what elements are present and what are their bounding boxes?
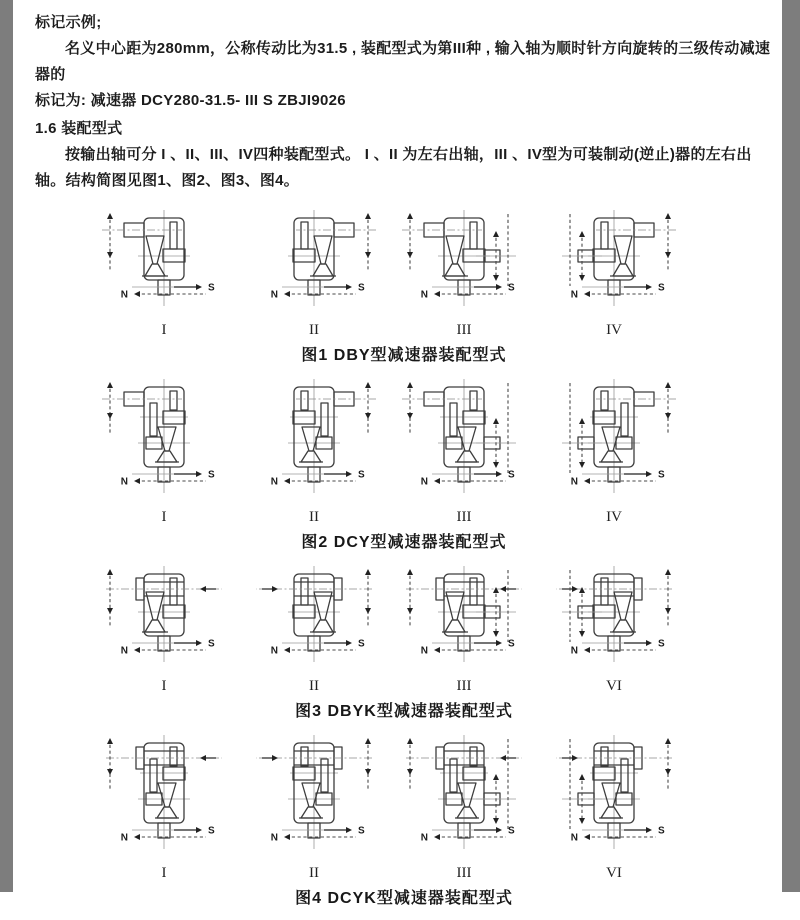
assembly-variant-label: III — [456, 865, 472, 881]
svg-text:S: S — [658, 825, 665, 837]
diagram-row — [35, 208, 743, 340]
svg-text:N: N — [420, 645, 428, 657]
assembly-variant-label: III — [456, 678, 472, 694]
svg-text:S: S — [208, 825, 215, 837]
reducer-schematic — [244, 733, 384, 865]
assembly-variant-label: II — [309, 865, 319, 881]
figure-caption: 图1 DBY型减速器装配型式 — [301, 347, 507, 364]
reducer-schematic — [244, 377, 384, 509]
reducer-schematic — [544, 377, 684, 509]
reducer-diagram-DBYK-variant — [94, 564, 234, 696]
assembly-variant-label: I — [161, 865, 167, 881]
example-body-line2: 标记为: 减速器 DCY280-31.5- III S ZBJI9026 — [35, 92, 346, 109]
svg-text:N: N — [570, 289, 578, 301]
svg-text:S: S — [358, 825, 365, 837]
figure-block-DBY — [35, 208, 773, 365]
svg-text:N: N — [570, 832, 578, 844]
reducer-diagram-DBY-variant — [544, 208, 684, 340]
reducer-schematic — [394, 208, 534, 322]
example-body-line1: 名义中心距为280mm，公称传动比为31.5 , 装配型式为第III种 , 输入轴为顺时针方向旋转的三级传动减速器的 — [35, 40, 771, 83]
page-left-scan-edge — [0, 0, 13, 892]
svg-text:N: N — [270, 832, 278, 844]
figure-block-DCY — [35, 377, 773, 552]
svg-text:N: N — [120, 645, 128, 657]
reducer-diagram-DCY-variant — [244, 377, 384, 527]
reducer-schematic — [94, 208, 234, 322]
figure-caption: 图4 DCYK型减速器装配型式 — [295, 890, 513, 907]
svg-text:N: N — [270, 289, 278, 301]
example-heading: 标记示例; — [35, 14, 102, 31]
svg-text:S: S — [358, 469, 365, 481]
svg-text:N: N — [570, 476, 578, 488]
assembly-variant-label: VI — [606, 678, 622, 694]
page-content — [35, 10, 773, 920]
page-right-scan-edge — [782, 0, 800, 892]
svg-text:N: N — [270, 476, 278, 488]
svg-text:S: S — [358, 638, 365, 650]
reducer-schematic — [94, 377, 234, 509]
svg-text:S: S — [508, 282, 515, 294]
svg-text:S: S — [208, 638, 215, 650]
reducer-diagram-DBYK-variant — [544, 564, 684, 696]
figure-caption: 图3 DBYK型减速器装配型式 — [295, 703, 513, 720]
reducer-schematic — [544, 208, 684, 322]
assembly-variant-label: IV — [606, 322, 622, 338]
reducer-schematic — [394, 733, 534, 865]
reducer-schematic — [544, 564, 684, 678]
svg-text:N: N — [120, 832, 128, 844]
reducer-schematic — [94, 733, 234, 865]
svg-text:S: S — [658, 638, 665, 650]
reducer-diagram-DCYK-variant — [94, 733, 234, 883]
figure-block-DBYK — [35, 564, 773, 721]
svg-text:N: N — [120, 289, 128, 301]
assembly-variant-label: I — [161, 678, 167, 694]
svg-text:S: S — [508, 638, 515, 650]
reducer-diagram-DBYK-variant — [394, 564, 534, 696]
reducer-diagram-DCY-variant — [544, 377, 684, 527]
reducer-schematic — [244, 564, 384, 678]
reducer-diagram-DCYK-variant — [544, 733, 684, 883]
reducer-diagram-DCY-variant — [394, 377, 534, 527]
svg-text:S: S — [358, 282, 365, 294]
figures-container — [35, 208, 773, 908]
reducer-diagram-DBYK-variant — [244, 564, 384, 696]
reducer-schematic — [244, 208, 384, 322]
svg-text:N: N — [420, 289, 428, 301]
figure-caption: 图2 DCY型减速器装配型式 — [301, 534, 507, 551]
reducer-schematic — [94, 564, 234, 678]
reducer-diagram-DBY-variant — [244, 208, 384, 340]
svg-text:N: N — [420, 832, 428, 844]
assembly-variant-label: IV — [606, 509, 622, 525]
svg-text:N: N — [120, 476, 128, 488]
reducer-diagram-DBY-variant — [394, 208, 534, 340]
reducer-schematic — [544, 733, 684, 865]
reducer-schematic — [394, 564, 534, 678]
svg-text:N: N — [420, 476, 428, 488]
reducer-diagram-DCY-variant — [94, 377, 234, 527]
assembly-variant-label: II — [309, 678, 319, 694]
assembly-variant-label: II — [309, 322, 319, 338]
svg-text:S: S — [208, 469, 215, 481]
svg-text:S: S — [658, 469, 665, 481]
reducer-diagram-DCYK-variant — [244, 733, 384, 883]
assembly-variant-label: II — [309, 509, 319, 525]
diagram-row — [35, 564, 743, 696]
svg-text:N: N — [270, 645, 278, 657]
svg-text:S: S — [658, 282, 665, 294]
diagram-row — [35, 377, 743, 527]
assembly-variant-label: VI — [606, 865, 622, 881]
assembly-variant-label: III — [456, 322, 472, 338]
reducer-diagram-DCYK-variant — [394, 733, 534, 883]
svg-text:S: S — [208, 282, 215, 294]
reducer-schematic — [394, 377, 534, 509]
assembly-variant-label: I — [161, 322, 167, 338]
section-title: 1.6 装配型式 — [35, 120, 123, 137]
section-body: 按输出轴可分 I 、II、III、IV四种装配型式。 I 、II 为左右出轴，III 、IV型为可装制动(逆止)器的左右出轴。结构简图见图1、图2、图3、图4。 — [35, 146, 752, 189]
diagram-row — [35, 733, 743, 883]
assembly-variant-label: I — [161, 509, 167, 525]
svg-text:N: N — [570, 645, 578, 657]
svg-text:S: S — [508, 469, 515, 481]
svg-text:S: S — [508, 825, 515, 837]
figure-block-DCYK — [35, 733, 773, 908]
assembly-variant-label: III — [456, 509, 472, 525]
reducer-diagram-DBY-variant — [94, 208, 234, 340]
